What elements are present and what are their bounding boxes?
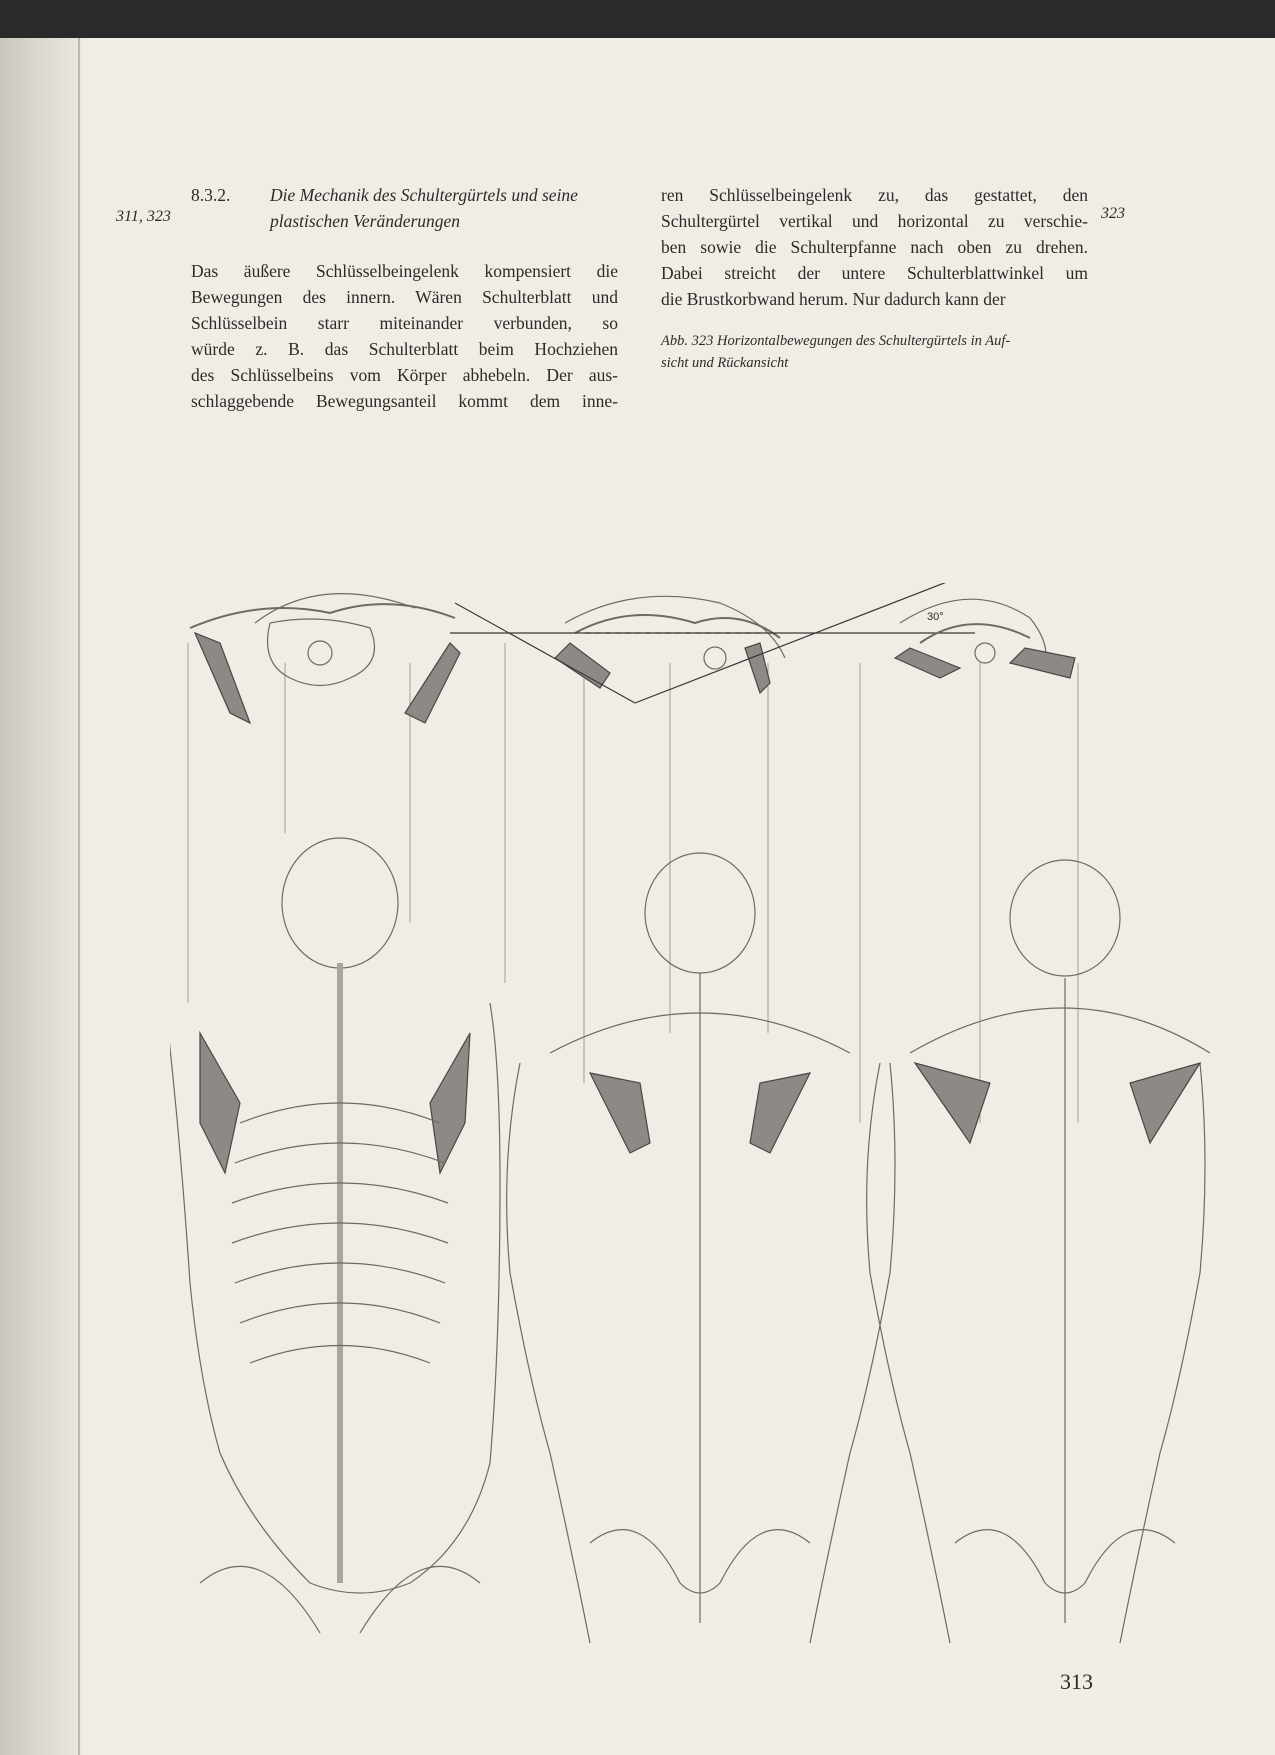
- section-number: 8.3.2.: [191, 185, 231, 205]
- body-text-line: des Schlüsselbeins vom Körper abhebeln. Der aus-: [191, 365, 618, 385]
- section-title-line-2: plastischen Veränderungen: [270, 211, 461, 231]
- body-text-line: Das äußere Schlüsselbeingelenk kompensiert die: [191, 261, 618, 281]
- page-number: 313: [1060, 1669, 1093, 1694]
- anatomical-illustration: [170, 583, 1210, 1663]
- figure-caption-line-1: Abb. 323 Horizontalbewegungen des Schultergürtels in Auf-: [661, 333, 1011, 349]
- book-page: [0, 38, 1275, 1755]
- body-text-line: Schultergürtel vertikal und horizontal zu verschie-: [661, 211, 1088, 231]
- top-view-left: [190, 594, 460, 723]
- figure-back-view-right: [867, 860, 1210, 1643]
- angle-label: 30°: [927, 611, 944, 623]
- top-view-right: [895, 599, 1075, 678]
- body-text-line: Dabei streicht der untere Schulterblattwinkel um: [661, 263, 1088, 283]
- body-text-line: schlaggebende Bewegungsanteil kommt dem inne-: [191, 391, 618, 411]
- page-gutter-shadow: [0, 38, 82, 1755]
- body-text-line: die Brustkorbwand herum. Nur dadurch kann der: [661, 289, 1006, 309]
- margin-reference-right: 323: [1101, 205, 1125, 222]
- page-gutter-line: [78, 38, 80, 1755]
- figure-back-view-middle: [507, 853, 895, 1643]
- body-text-line: Bewegungen des innern. Wären Schulterblatt und: [191, 287, 618, 307]
- skeleton-back-view: [170, 838, 500, 1633]
- body-text-line: ben sowie die Schulterpfanne nach oben zu drehen.: [661, 237, 1088, 257]
- figure-caption-line-2: sicht und Rückansicht: [661, 355, 789, 371]
- body-text-line: würde z. B. das Schulterblatt beim Hochziehen: [191, 339, 618, 359]
- top-view-middle: [450, 583, 975, 703]
- projection-lines: [188, 643, 1078, 1123]
- section-title-line-1: Die Mechanik des Schultergürtels und seine: [270, 185, 578, 205]
- body-text-line: Schlüsselbein starr miteinander verbunden, so: [191, 313, 618, 333]
- margin-reference-left: 311, 323: [116, 208, 171, 225]
- body-text-line: ren Schlüsselbeingelenk zu, das gestattet, den: [661, 185, 1088, 205]
